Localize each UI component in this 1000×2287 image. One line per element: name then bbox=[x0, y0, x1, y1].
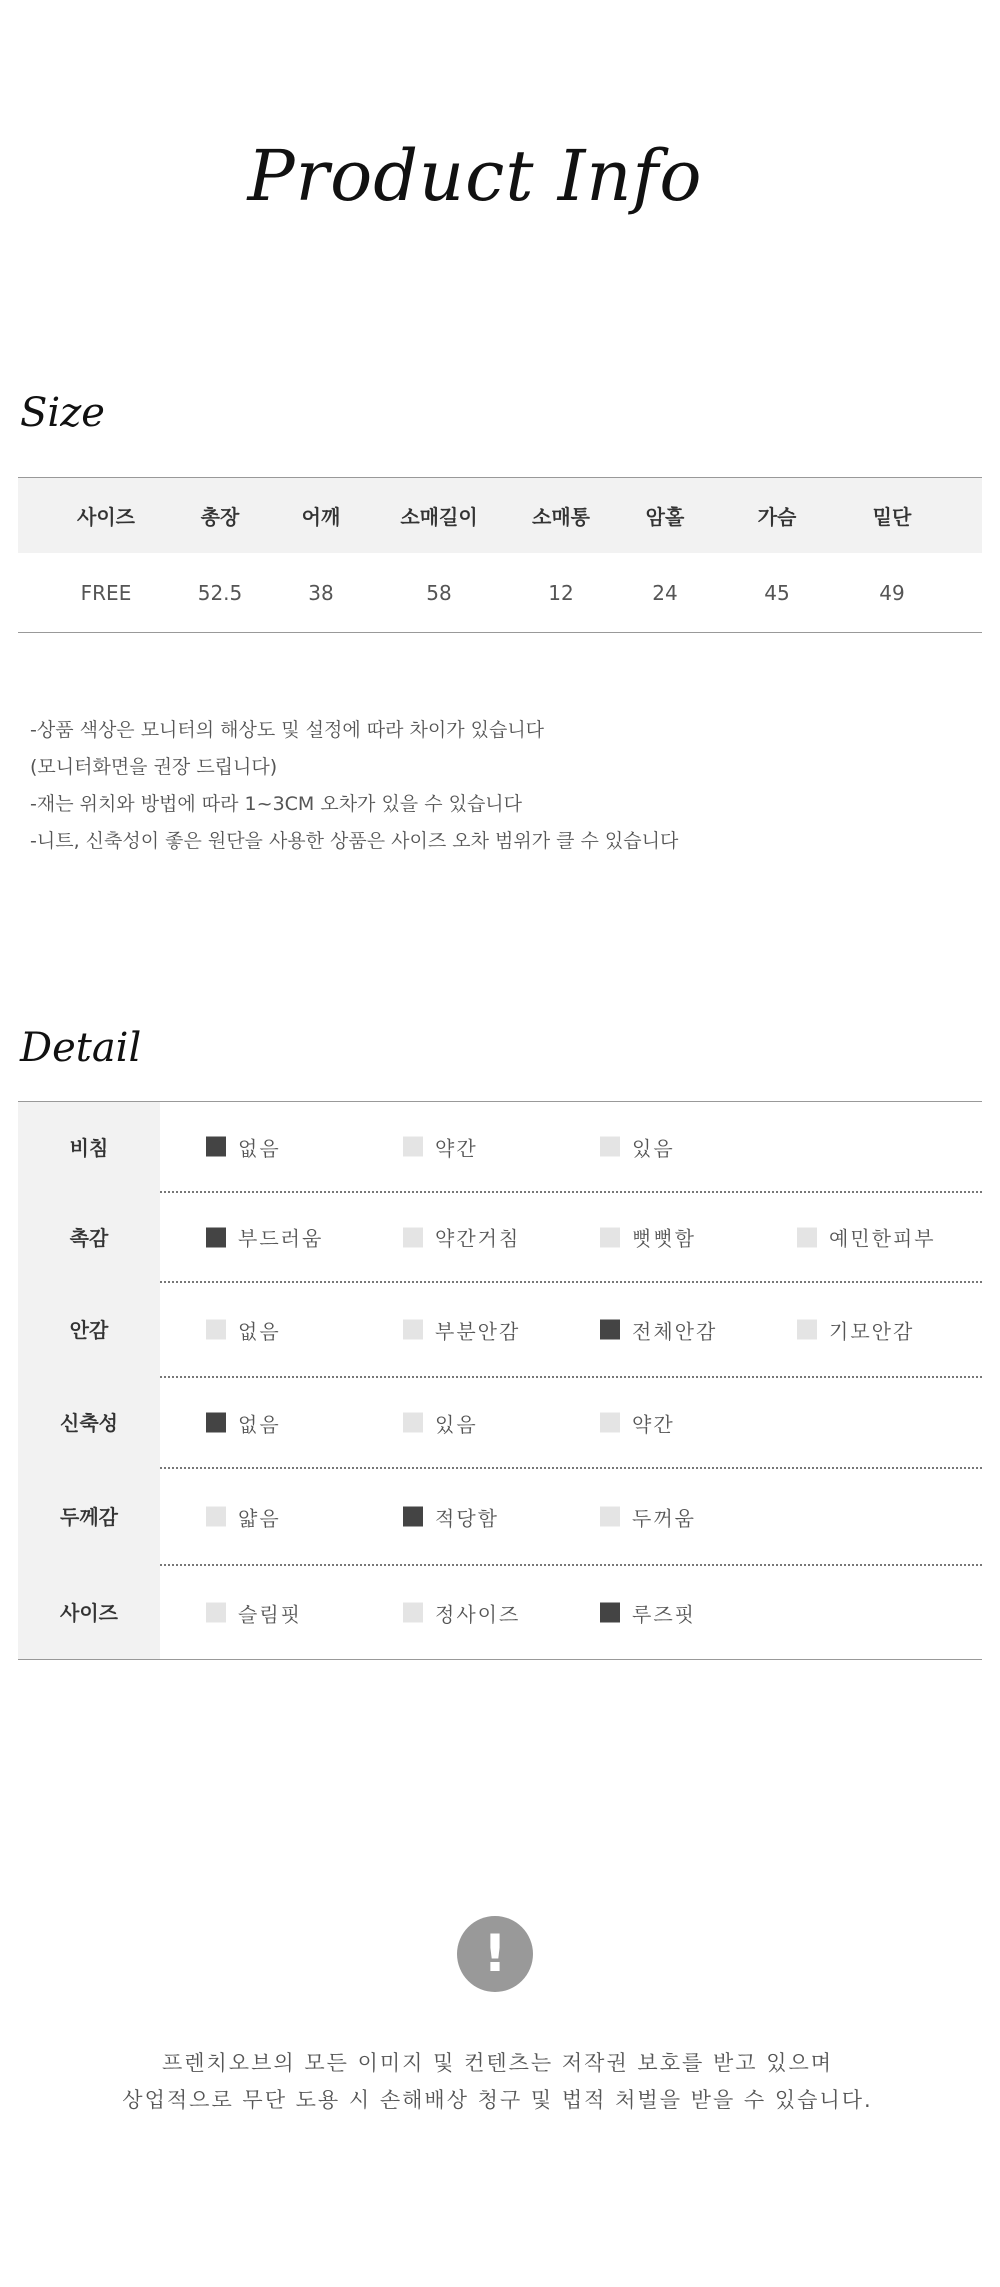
detail-option bbox=[206, 1315, 281, 1344]
detail-option bbox=[403, 1408, 478, 1437]
unchecked-box-icon bbox=[600, 1413, 620, 1433]
option-label: 예민한피부 bbox=[829, 1226, 936, 1251]
size-value-cell: 45 bbox=[764, 580, 790, 605]
detail-option bbox=[797, 1223, 936, 1252]
option-label: 뻣뻣함 bbox=[632, 1226, 696, 1251]
unchecked-box-icon bbox=[206, 1507, 226, 1527]
option-label: 두꺼움 bbox=[632, 1506, 696, 1530]
checked-box-icon bbox=[403, 1507, 423, 1527]
unchecked-box-icon bbox=[797, 1227, 817, 1247]
option-label: 약간 bbox=[435, 1136, 478, 1160]
exclamation-icon: ! bbox=[457, 1916, 533, 1992]
unchecked-box-icon bbox=[403, 1137, 423, 1157]
detail-options bbox=[160, 1376, 982, 1467]
option-label: 슬림핏 bbox=[238, 1602, 302, 1626]
detail-label: 안감 bbox=[18, 1281, 160, 1376]
option-label: 정사이즈 bbox=[435, 1602, 521, 1626]
unchecked-box-icon bbox=[600, 1227, 620, 1247]
detail-row-fit bbox=[18, 1564, 982, 1659]
size-value-cell: 38 bbox=[308, 580, 334, 605]
checked-box-icon bbox=[600, 1320, 620, 1340]
detail-row-sheerness bbox=[18, 1102, 982, 1191]
copyright-line: 프렌치오브의 모든 이미지 및 컨텐츠는 저작권 보호를 받고 있으며 bbox=[161, 2051, 834, 2075]
size-notes bbox=[30, 712, 678, 860]
detail-option bbox=[600, 1502, 696, 1531]
detail-option bbox=[206, 1598, 302, 1627]
size-header-cell: 암홀 bbox=[645, 505, 685, 529]
detail-option bbox=[600, 1315, 717, 1344]
detail-option bbox=[403, 1502, 499, 1531]
copyright-line: 상업적으로 무단 도용 시 손해배상 청구 및 법적 처벌을 받을 수 있습니다. bbox=[122, 2088, 873, 2112]
unchecked-box-icon bbox=[403, 1320, 423, 1340]
size-table bbox=[18, 477, 982, 633]
unchecked-box-icon bbox=[206, 1603, 226, 1623]
detail-option bbox=[206, 1223, 323, 1252]
note-line: -니트, 신축성이 좋은 원단을 사용한 상품은 사이즈 오차 범위가 클 수 있습니다 bbox=[30, 830, 679, 852]
size-value-cell: FREE bbox=[80, 580, 132, 605]
detail-option bbox=[403, 1223, 520, 1252]
detail-option bbox=[403, 1598, 520, 1627]
detail-table bbox=[18, 1101, 982, 1660]
detail-row-stretch bbox=[18, 1376, 982, 1467]
size-header-cell: 사이즈 bbox=[77, 505, 135, 529]
unchecked-box-icon bbox=[403, 1603, 423, 1623]
detail-option bbox=[206, 1502, 281, 1531]
detail-option bbox=[600, 1223, 696, 1252]
note-line: -상품 색상은 모니터의 해상도 및 설정에 따라 차이가 있습니다 bbox=[30, 719, 545, 741]
detail-option bbox=[403, 1315, 520, 1344]
option-label: 루즈핏 bbox=[632, 1602, 696, 1626]
option-label: 있음 bbox=[632, 1136, 675, 1160]
option-label: 기모안감 bbox=[829, 1319, 915, 1343]
size-header-cell: 밑단 bbox=[872, 505, 912, 529]
detail-label: 사이즈 bbox=[18, 1564, 160, 1659]
detail-options bbox=[160, 1102, 982, 1191]
size-section-title: Size bbox=[20, 390, 105, 436]
page-title: Product Info bbox=[247, 135, 703, 217]
detail-option bbox=[600, 1598, 696, 1627]
size-header-cell: 어깨 bbox=[301, 505, 341, 529]
detail-option bbox=[206, 1132, 281, 1161]
detail-options bbox=[160, 1467, 982, 1564]
detail-label: 신축성 bbox=[18, 1376, 160, 1467]
unchecked-box-icon bbox=[600, 1137, 620, 1157]
checked-box-icon bbox=[206, 1227, 226, 1247]
size-value-cell: 58 bbox=[426, 580, 452, 605]
unchecked-box-icon bbox=[600, 1507, 620, 1527]
detail-row-thickness bbox=[18, 1467, 982, 1564]
checked-box-icon bbox=[206, 1137, 226, 1157]
checked-box-icon bbox=[600, 1603, 620, 1623]
option-label: 부드러움 bbox=[238, 1226, 324, 1251]
detail-label: 비침 bbox=[18, 1102, 160, 1191]
detail-options bbox=[160, 1281, 982, 1376]
detail-section-title: Detail bbox=[20, 1025, 142, 1071]
copyright-notice bbox=[0, 2045, 995, 2119]
size-header-cell: 소매통 bbox=[532, 505, 590, 529]
note-line: (모니터화면을 권장 드립니다) bbox=[30, 756, 278, 778]
detail-options bbox=[160, 1564, 982, 1659]
option-label: 전체안감 bbox=[632, 1319, 718, 1343]
detail-label: 촉감 bbox=[18, 1191, 160, 1281]
option-label: 약간거침 bbox=[435, 1226, 521, 1251]
option-label: 적당함 bbox=[435, 1506, 499, 1530]
detail-options bbox=[160, 1191, 982, 1281]
size-header-cell: 총장 bbox=[200, 505, 240, 529]
detail-option bbox=[206, 1408, 281, 1437]
size-value-cell: 52.5 bbox=[197, 580, 243, 605]
checked-box-icon bbox=[206, 1413, 226, 1433]
detail-option bbox=[403, 1132, 478, 1161]
option-label: 약간 bbox=[632, 1412, 675, 1436]
note-line: -재는 위치와 방법에 따라 1~3CM 오차가 있을 수 있습니다 bbox=[30, 793, 523, 815]
option-label: 있음 bbox=[435, 1412, 478, 1436]
option-label: 없음 bbox=[238, 1319, 281, 1343]
detail-option bbox=[600, 1132, 675, 1161]
size-header-cell: 가슴 bbox=[757, 505, 797, 529]
detail-option bbox=[600, 1408, 675, 1437]
unchecked-box-icon bbox=[403, 1227, 423, 1247]
size-table-row bbox=[18, 553, 982, 632]
detail-row-lining bbox=[18, 1281, 982, 1376]
option-label: 부분안감 bbox=[435, 1319, 521, 1343]
size-header-cell: 소매길이 bbox=[400, 505, 478, 529]
unchecked-box-icon bbox=[797, 1320, 817, 1340]
unchecked-box-icon bbox=[206, 1320, 226, 1340]
option-label: 얇음 bbox=[238, 1506, 281, 1530]
detail-option bbox=[797, 1315, 914, 1344]
detail-label: 두께감 bbox=[18, 1467, 160, 1564]
size-value-cell: 24 bbox=[652, 580, 678, 605]
unchecked-box-icon bbox=[403, 1413, 423, 1433]
option-label: 없음 bbox=[238, 1412, 281, 1436]
option-label: 없음 bbox=[238, 1136, 281, 1160]
size-value-cell: 12 bbox=[548, 580, 574, 605]
size-value-cell: 49 bbox=[879, 580, 905, 605]
size-table-header bbox=[18, 478, 982, 553]
detail-row-texture bbox=[18, 1191, 982, 1281]
